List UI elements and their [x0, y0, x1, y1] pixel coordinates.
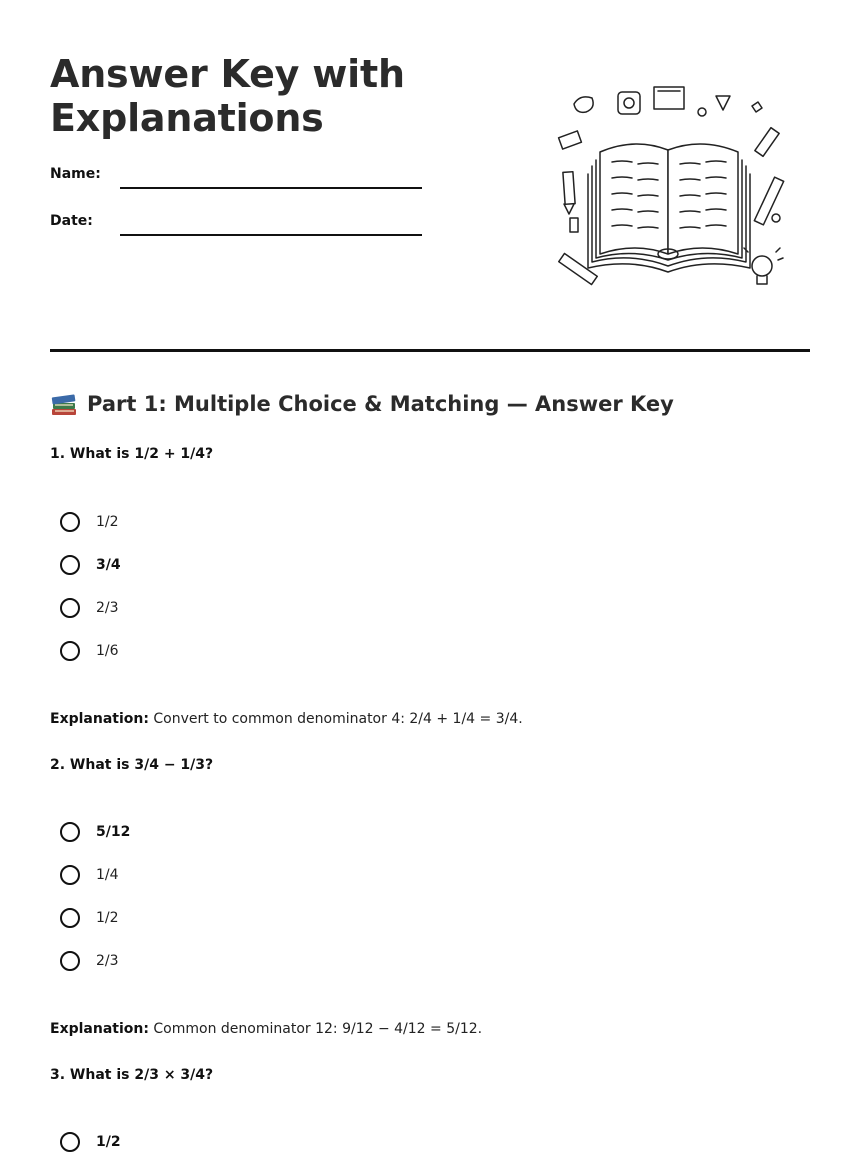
name-label: Name: [50, 166, 101, 182]
section-divider [50, 349, 810, 352]
books-emoji-icon [50, 391, 78, 417]
answer-option[interactable] [60, 509, 119, 535]
option-label: 1/2 [96, 910, 119, 926]
answer-option[interactable] [60, 905, 119, 931]
page-title [50, 52, 470, 140]
question-prompt: 3. What is 2/3 × 3/4? [50, 1067, 214, 1083]
option-label: 2/3 [96, 953, 119, 969]
radio-button[interactable] [60, 512, 80, 532]
worksheet-header [50, 52, 470, 229]
option-label: 1/2 [96, 514, 119, 530]
date-label: Date: [50, 213, 93, 229]
answer-option[interactable] [60, 595, 119, 621]
question-prompt: 1. What is 1/2 + 1/4? [50, 446, 214, 462]
option-label: 2/3 [96, 600, 119, 616]
explanation-text: Convert to common denominator 4: 2/4 + 1/4 = 3/4. [153, 711, 523, 727]
radio-button[interactable] [60, 822, 80, 842]
open-book-doodle-icon [550, 82, 790, 297]
section-title-text: Part 1: Multiple Choice & Matching — Answer Key [87, 392, 674, 416]
option-label: 1/4 [96, 867, 119, 883]
date-field[interactable] [50, 213, 422, 243]
option-label: 5/12 [96, 824, 131, 840]
name-field[interactable] [50, 166, 422, 196]
answer-option-correct[interactable] [60, 1129, 121, 1155]
question-prompt: 2. What is 3/4 − 1/3? [50, 757, 214, 773]
title-line-1: Answer Key with [50, 52, 405, 96]
explanation-label: Explanation: [50, 711, 149, 727]
answer-option[interactable] [60, 862, 119, 888]
section-heading [50, 388, 674, 420]
answer-option[interactable] [60, 948, 119, 974]
date-underline[interactable] [120, 234, 422, 236]
option-label: 3/4 [96, 557, 121, 573]
radio-button[interactable] [60, 555, 80, 575]
answer-option-correct[interactable] [60, 819, 130, 845]
radio-button[interactable] [60, 1132, 80, 1152]
answer-option-correct[interactable] [60, 552, 121, 578]
explanation [50, 711, 523, 727]
radio-button[interactable] [60, 641, 80, 661]
option-label: 1/2 [96, 1134, 121, 1150]
radio-button[interactable] [60, 908, 80, 928]
answer-option[interactable] [60, 638, 119, 664]
explanation-label: Explanation: [50, 1021, 149, 1037]
title-line-2: Explanations [50, 96, 324, 140]
radio-button[interactable] [60, 951, 80, 971]
radio-button[interactable] [60, 598, 80, 618]
explanation-text: Common denominator 12: 9/12 − 4/12 = 5/12. [153, 1021, 483, 1037]
name-underline[interactable] [120, 187, 422, 189]
radio-button[interactable] [60, 865, 80, 885]
explanation [50, 1021, 482, 1037]
option-label: 1/6 [96, 643, 119, 659]
